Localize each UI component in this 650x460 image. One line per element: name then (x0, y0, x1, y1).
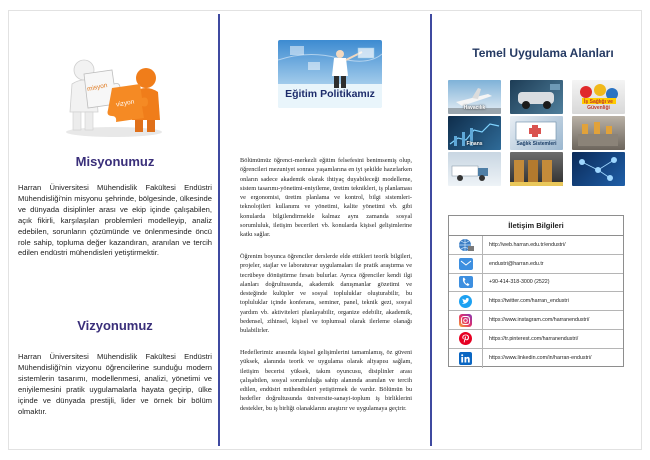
linkedin-icon (449, 349, 483, 368)
tile-label-safety: İş Sağlığı ve Güvenliği (584, 99, 613, 111)
puzzle-people-illustration (54, 40, 174, 140)
contact-row-pinterest (449, 330, 623, 349)
contact-row-phone (449, 274, 623, 293)
puzzle-word-mission: misyon (86, 81, 109, 94)
column-divider-left (218, 14, 220, 446)
contact-instagram[interactable]: https://www.instagram.com/harranendustri/ (489, 317, 590, 324)
mail-icon (449, 255, 483, 273)
contact-email[interactable]: endustri@harran.edu.tr (489, 260, 544, 267)
application-tile-aviation (448, 80, 501, 114)
contact-info-table (448, 215, 624, 367)
pinterest-icon (449, 330, 483, 348)
application-tile-automotive (510, 80, 563, 114)
phone-icon (449, 274, 483, 292)
mission-heading: Misyonumuz (75, 154, 155, 169)
application-areas-heading: Temel Uygulama Alanları (472, 46, 614, 60)
application-tile-networks (572, 152, 625, 186)
education-policy-title: Eğitim Politikamız (285, 88, 375, 100)
contact-phone[interactable]: +90-414-318-3000 (2522) (489, 279, 550, 286)
contact-row-instagram (449, 311, 623, 330)
contact-row-email (449, 255, 623, 274)
tile-label-finance: Finans (466, 141, 483, 147)
contact-row-twitter (449, 292, 623, 311)
contact-twitter[interactable]: https://twitter.com/harran_endustri (489, 298, 569, 305)
application-tile-logistics (448, 152, 501, 186)
contact-row-website (449, 236, 623, 255)
application-tile-safety (572, 80, 625, 114)
contact-linkedin[interactable]: https://www.linkedin.com/in/harran-endustri/ (489, 355, 592, 362)
tile-label-healthcare: Sağlık Sistemleri (516, 141, 557, 147)
education-policy-banner (278, 40, 382, 108)
contact-website[interactable]: http://web.harran.edu.tr/endustri/ (489, 241, 566, 248)
column-divider-right (430, 14, 432, 446)
globe-icon (449, 236, 483, 254)
mission-text: Harran Üniversitesi Mühendislik Fakültesi Endüstri Mühendisliği'nin misyonu şehrinde, bölgesinde, ülkesinde ve dünyada disiplinler arası ve ekip içinde çalışabilen, açık fikirli, karşılaşılan problemleri modelleyip, analiz edebilen, sorunların çözümünde ve önlenmesinde öncü role sahip, topluma değer kazandıran, aranılan ve tercih edilen endüstri mühendisleri yetiştirmektir. (18, 183, 212, 258)
puzzle-word-vision: vizyon (115, 98, 135, 109)
contact-pinterest[interactable]: https://tr.pinterest.com/harranendustri/ (489, 335, 579, 342)
twitter-icon (449, 292, 483, 310)
contact-row-linkedin (449, 349, 623, 368)
education-paragraph-3: Hedeflerimiz arasında kişisel gelişimlerini tamamlamış, öz güveni yüksek, alanında teorik ve uygulama olarak altyapısı sağlam, iletişim becerisi yüksek, takım oyuncusu, disiplinler arası çalışabilen, sosyal sorumluluğa sahip alanında aranılan ve tercih edilen, endüstri mühendisleri yetiştirmek de vardır. Bölümün bu hedefler doğrultusunda üniversite-sanayi-toplum iş birliklerini destekler, bu iş birliği olanaklarını araştırır ve uygulamaya geçirir. (240, 349, 412, 412)
vision-heading: Vizyonumuz (77, 318, 153, 333)
application-tile-healthcare (510, 116, 563, 150)
contact-info-heading: İletişim Bilgileri (449, 216, 623, 236)
tile-label-aviation: Havacılık (463, 105, 486, 111)
education-paragraph-2: Öğrenim boyunca öğrenciler derslerde elde ettikleri teorik bilgileri, projeler, stajlar ve laboratuvar uygulamaları ile pratik araştırma ve tecrübeye dönüştürme fırsatı bulurlar. Ayrıca öğrenciler kendi ilgi alanları doğrultusunda, akademik danışmanlar gözetimi ve desteğinde kulüpler ve sosyal topluluklar oluşturabilir, bu topluluklar içinde konferans, seminer, panel, teknik gezi, sosyal yardım vb. aktiviteleri planlayabilir, organize edebilir, akademik, bedensel, zihinsel, kişisel ve toplumsal olarak ilerleme olanağı bulabilirler. (240, 253, 412, 335)
instagram-icon (449, 311, 483, 329)
application-tile-finance (448, 116, 501, 150)
vision-text: Harran Üniversitesi Mühendislik Fakültesi Endüstri Mühendisliği'nin vizyonu öğrencilerine sunduğu modern sistemlerin tasarımı, modellenmesi, analizi, yönetimi ve eniyilemesini pratik uygulamalarla hayata geçirip, ülke içinde ve dünyada prestijli, lider ve örnek bir bölüm olmaktır. (18, 352, 212, 416)
education-paragraph-1: Bölümümüz öğrenci-merkezli eğitim felsefesini benimsemiş olup, öğrencileri mezuniyet sonrası yaşamlarına en iyi şekilde hazırlarken onların sadece akademik olarak ihtiyaç duyabileceği modelleme, sistem tasarımı-yönetimi-eniyileme, üretim teknikleri, iş planlaması ve ergonomisi, üretim planlama ve kontrol, bilgi sistemleri-teknolojileri kullanımı ve yönetimi, kalite yönetimi vb. gibi konularda bilgilendirmekle kalmaz aynı zamanda sosyal sorumluluk, iletişim becerileri vb. konularda kişisel gelişimlerine katkı sağlar. (240, 157, 412, 239)
application-tile-manufacturing (572, 116, 625, 150)
application-tile-warehouse (510, 152, 563, 186)
